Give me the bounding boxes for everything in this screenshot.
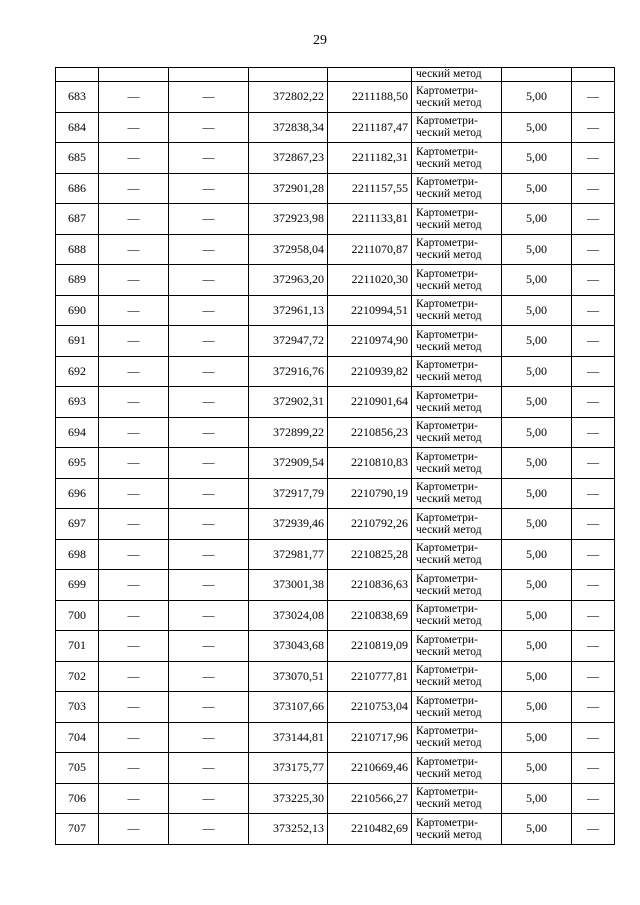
method-line-1: Картометри-: [416, 450, 478, 463]
cell-x-coordinate: 373225,30: [249, 783, 328, 814]
cell-point-number: 701: [56, 631, 99, 662]
cell-dash: —: [169, 631, 249, 662]
cell-method: [412, 631, 502, 662]
cell-accuracy: 5,00: [502, 509, 572, 540]
method-line-2: ческий метод: [416, 127, 482, 140]
cell-dash: —: [572, 631, 615, 662]
cell-x-coordinate: 372802,22: [249, 82, 328, 113]
table-row: [56, 112, 615, 143]
cell-dash: —: [99, 82, 169, 113]
cell-accuracy: 5,00: [502, 661, 572, 692]
table-row: [56, 173, 615, 204]
table-row: [56, 509, 615, 540]
cell-y-coordinate: 2211070,87: [328, 234, 412, 265]
cell-dash: —: [572, 326, 615, 357]
cell-dash: —: [169, 356, 249, 387]
cell-y-coordinate: 2211157,55: [328, 173, 412, 204]
cell-point-number: 691: [56, 326, 99, 357]
table-row: [56, 722, 615, 753]
table-body: [56, 68, 615, 845]
cell-method: [412, 539, 502, 570]
cell-accuracy: 5,00: [502, 173, 572, 204]
cell-y-coordinate: 2210838,69: [328, 600, 412, 631]
cell-point-number: 702: [56, 661, 99, 692]
cell-point-number: 689: [56, 265, 99, 296]
cell-x-coordinate: 373252,13: [249, 814, 328, 845]
cell-method: [412, 448, 502, 479]
cell-method: [412, 478, 502, 509]
cell-dash: —: [99, 692, 169, 723]
cell-dash: —: [99, 753, 169, 784]
cell-dash: —: [169, 570, 249, 601]
cell-dash: —: [572, 417, 615, 448]
table-row: [56, 570, 615, 601]
cell-method: [412, 326, 502, 357]
cell-dash: —: [169, 234, 249, 265]
cell-point-number: 690: [56, 295, 99, 326]
cell-point-number: 698: [56, 539, 99, 570]
method-line-1: Картометри-: [416, 603, 478, 616]
method-line-1: Картометри-: [416, 115, 478, 128]
cell-x-coordinate: 372867,23: [249, 143, 328, 174]
cell-accuracy: 5,00: [502, 814, 572, 845]
cell-method: [412, 570, 502, 601]
cell-method: [412, 234, 502, 265]
cell-y-coordinate: 2210753,04: [328, 692, 412, 723]
table-row: [56, 82, 615, 113]
method-line-2: ческий метод: [416, 401, 482, 414]
table-row: [56, 600, 615, 631]
method-line-1: Картометри-: [416, 328, 478, 341]
cell-method: [412, 204, 502, 235]
cell-method-continued: [412, 68, 502, 82]
cell-y-coordinate: 2210792,26: [328, 509, 412, 540]
table-row: [56, 448, 615, 479]
method-line-1: Картометри-: [416, 359, 478, 372]
table-row: [56, 326, 615, 357]
cell-point-number: 688: [56, 234, 99, 265]
cell-accuracy: 5,00: [502, 82, 572, 113]
cell-dash: —: [169, 82, 249, 113]
cell-dash: —: [169, 722, 249, 753]
cell-dash: —: [99, 295, 169, 326]
cell-dash: —: [169, 387, 249, 418]
method-line-2: ческий метод: [416, 188, 482, 201]
cell-method: [412, 295, 502, 326]
method-line-2: ческий метод: [416, 523, 482, 536]
cell-x-coordinate: 372923,98: [249, 204, 328, 235]
cell-y-coordinate: 2210939,82: [328, 356, 412, 387]
coordinates-table: [55, 67, 615, 845]
table-row: [56, 631, 615, 662]
cell-accuracy: 5,00: [502, 143, 572, 174]
cell-x-coordinate: 373175,77: [249, 753, 328, 784]
cell-x-coordinate: 372917,79: [249, 478, 328, 509]
cell-dash: —: [99, 112, 169, 143]
cell-dash: —: [99, 143, 169, 174]
cell-x-coordinate: 373070,51: [249, 661, 328, 692]
method-line-2: ческий метод: [416, 462, 482, 475]
method-line-1: Картометри-: [416, 755, 478, 768]
cell-dash: —: [572, 570, 615, 601]
cell-accuracy: 5,00: [502, 417, 572, 448]
table-row: [56, 143, 615, 174]
page-number: 29: [313, 33, 327, 48]
cell-dash: —: [572, 112, 615, 143]
cell-dash: —: [99, 509, 169, 540]
cell-dash: —: [169, 753, 249, 784]
method-line-2: ческий метод: [416, 584, 482, 597]
cell-x-coordinate: 372958,04: [249, 234, 328, 265]
cell-method: [412, 417, 502, 448]
method-line-1: Картометри-: [416, 694, 478, 707]
cell-dash: —: [99, 722, 169, 753]
cell-x-coordinate: 372947,72: [249, 326, 328, 357]
cell-y-coordinate: 2210669,46: [328, 753, 412, 784]
cell-accuracy: 5,00: [502, 631, 572, 662]
cell-dash: —: [572, 509, 615, 540]
cell-x-coordinate: 372963,20: [249, 265, 328, 296]
cell-dash: —: [169, 509, 249, 540]
cell-accuracy: 5,00: [502, 204, 572, 235]
table-row: [56, 539, 615, 570]
table-row: [56, 234, 615, 265]
cell-dash: —: [572, 173, 615, 204]
method-line-2: ческий метод: [416, 249, 482, 262]
cell-x-coordinate: 373144,81: [249, 722, 328, 753]
cell-dash: —: [169, 265, 249, 296]
cell-empty: [249, 68, 328, 82]
method-line-2: ческий метод: [416, 157, 482, 170]
method-line-2: ческий метод: [416, 554, 482, 567]
cell-point-number: 706: [56, 783, 99, 814]
table-row: [56, 417, 615, 448]
cell-dash: —: [169, 112, 249, 143]
table-row: [56, 295, 615, 326]
cell-point-number: 696: [56, 478, 99, 509]
cell-y-coordinate: 2211020,30: [328, 265, 412, 296]
cell-y-coordinate: 2211133,81: [328, 204, 412, 235]
method-line-2: ческий метод: [416, 767, 482, 780]
cell-dash: —: [99, 478, 169, 509]
cell-dash: —: [169, 204, 249, 235]
method-line-2: ческий метод: [416, 798, 482, 811]
method-line-2: ческий метод: [416, 310, 482, 323]
table-row-continued: [56, 68, 615, 82]
method-line-1: Картометри-: [416, 206, 478, 219]
cell-dash: —: [99, 356, 169, 387]
cell-dash: —: [572, 692, 615, 723]
cell-x-coordinate: 372981,77: [249, 539, 328, 570]
cell-method: [412, 600, 502, 631]
cell-y-coordinate: 2211187,47: [328, 112, 412, 143]
cell-dash: —: [99, 448, 169, 479]
cell-y-coordinate: 2211182,31: [328, 143, 412, 174]
cell-dash: —: [572, 356, 615, 387]
cell-method: [412, 173, 502, 204]
cell-method: [412, 265, 502, 296]
method-line-2: ческий метод: [416, 645, 482, 658]
cell-dash: —: [99, 539, 169, 570]
method-line-1: Картометри-: [416, 633, 478, 646]
cell-point-number: 694: [56, 417, 99, 448]
cell-dash: —: [572, 661, 615, 692]
cell-point-number: 704: [56, 722, 99, 753]
method-line-2: ческий метод: [416, 371, 482, 384]
cell-dash: —: [572, 478, 615, 509]
cell-dash: —: [572, 387, 615, 418]
cell-x-coordinate: 373024,08: [249, 600, 328, 631]
cell-method: [412, 509, 502, 540]
cell-dash: —: [572, 722, 615, 753]
cell-method: [412, 82, 502, 113]
cell-y-coordinate: 2210566,27: [328, 783, 412, 814]
cell-dash: —: [99, 570, 169, 601]
cell-accuracy: 5,00: [502, 783, 572, 814]
cell-method: [412, 143, 502, 174]
method-line-1: Картометри-: [416, 786, 478, 799]
cell-method: [412, 112, 502, 143]
method-line-1: Картометри-: [416, 816, 478, 829]
cell-method: [412, 661, 502, 692]
table-row: [56, 661, 615, 692]
method-line-2: ческий метод: [416, 493, 482, 506]
cell-dash: —: [169, 600, 249, 631]
cell-accuracy: 5,00: [502, 356, 572, 387]
cell-y-coordinate: 2210777,81: [328, 661, 412, 692]
cell-dash: —: [572, 234, 615, 265]
method-line-1: Картометри-: [416, 145, 478, 158]
cell-accuracy: 5,00: [502, 722, 572, 753]
method-line-1: Картометри-: [416, 572, 478, 585]
method-line-1: Картометри-: [416, 511, 478, 524]
cell-dash: —: [99, 600, 169, 631]
cell-method: [412, 387, 502, 418]
cell-dash: —: [99, 265, 169, 296]
cell-x-coordinate: 372961,13: [249, 295, 328, 326]
cell-dash: —: [169, 143, 249, 174]
cell-point-number: 692: [56, 356, 99, 387]
cell-method: [412, 722, 502, 753]
cell-method: [412, 814, 502, 845]
cell-accuracy: 5,00: [502, 753, 572, 784]
cell-dash: —: [169, 661, 249, 692]
method-line-2: ческий метод: [416, 706, 482, 719]
cell-accuracy: 5,00: [502, 600, 572, 631]
cell-dash: —: [99, 783, 169, 814]
cell-x-coordinate: 372838,34: [249, 112, 328, 143]
cell-dash: —: [99, 814, 169, 845]
cell-dash: —: [169, 783, 249, 814]
method-line-1: Картометри-: [416, 298, 478, 311]
cell-y-coordinate: 2210717,96: [328, 722, 412, 753]
cell-y-coordinate: 2210856,23: [328, 417, 412, 448]
table-row: [56, 783, 615, 814]
cell-y-coordinate: 2210836,63: [328, 570, 412, 601]
cell-accuracy: 5,00: [502, 387, 572, 418]
cell-y-coordinate: 2210482,69: [328, 814, 412, 845]
cell-dash: —: [572, 814, 615, 845]
cell-dash: —: [572, 295, 615, 326]
cell-accuracy: 5,00: [502, 265, 572, 296]
cell-dash: —: [572, 539, 615, 570]
cell-y-coordinate: 2211188,50: [328, 82, 412, 113]
cell-y-coordinate: 2210819,09: [328, 631, 412, 662]
cell-dash: —: [572, 783, 615, 814]
table-row: [56, 753, 615, 784]
method-line-1: Картометри-: [416, 237, 478, 250]
cell-dash: —: [99, 417, 169, 448]
cell-method: [412, 783, 502, 814]
cell-dash: —: [572, 143, 615, 174]
cell-method: [412, 356, 502, 387]
cell-dash: —: [99, 326, 169, 357]
cell-empty: [502, 68, 572, 82]
cell-accuracy: 5,00: [502, 539, 572, 570]
cell-point-number: 707: [56, 814, 99, 845]
cell-dash: —: [169, 478, 249, 509]
cell-dash: —: [99, 234, 169, 265]
cell-y-coordinate: 2210974,90: [328, 326, 412, 357]
method-line-1: Картометри-: [416, 725, 478, 738]
cell-x-coordinate: 372916,76: [249, 356, 328, 387]
cell-point-number: 687: [56, 204, 99, 235]
cell-dash: —: [572, 82, 615, 113]
cell-dash: —: [99, 204, 169, 235]
cell-point-number: 684: [56, 112, 99, 143]
cell-point-number: 686: [56, 173, 99, 204]
method-line-2: ческий метод: [416, 96, 482, 109]
table-row: [56, 692, 615, 723]
table-row: [56, 356, 615, 387]
cell-x-coordinate: 372899,22: [249, 417, 328, 448]
cell-x-coordinate: 373001,38: [249, 570, 328, 601]
cell-y-coordinate: 2210790,19: [328, 478, 412, 509]
cell-x-coordinate: 372939,46: [249, 509, 328, 540]
cell-dash: —: [169, 173, 249, 204]
cell-dash: —: [572, 265, 615, 296]
cell-accuracy: 5,00: [502, 448, 572, 479]
cell-y-coordinate: 2210810,83: [328, 448, 412, 479]
cell-method: [412, 753, 502, 784]
cell-accuracy: 5,00: [502, 234, 572, 265]
table-row: [56, 478, 615, 509]
cell-point-number: 685: [56, 143, 99, 174]
cell-x-coordinate: 373043,68: [249, 631, 328, 662]
cell-accuracy: 5,00: [502, 326, 572, 357]
cell-method: [412, 692, 502, 723]
cell-dash: —: [572, 600, 615, 631]
cell-point-number: 705: [56, 753, 99, 784]
cell-point-number: 695: [56, 448, 99, 479]
cell-dash: —: [169, 417, 249, 448]
table-row: [56, 265, 615, 296]
cell-dash: —: [572, 204, 615, 235]
method-line-2: ческий метод: [416, 279, 482, 292]
method-continued-text: ческий метод: [416, 68, 482, 80]
method-line-2: ческий метод: [416, 615, 482, 628]
cell-accuracy: 5,00: [502, 692, 572, 723]
method-line-2: ческий метод: [416, 340, 482, 353]
cell-dash: —: [169, 692, 249, 723]
cell-point-number: 697: [56, 509, 99, 540]
method-line-1: Картометри-: [416, 664, 478, 677]
cell-dash: —: [169, 448, 249, 479]
cell-x-coordinate: 372909,54: [249, 448, 328, 479]
cell-empty: [56, 68, 99, 82]
method-line-2: ческий метод: [416, 828, 482, 841]
cell-point-number: 683: [56, 82, 99, 113]
cell-x-coordinate: 372902,31: [249, 387, 328, 418]
method-line-2: ческий метод: [416, 218, 482, 231]
cell-y-coordinate: 2210994,51: [328, 295, 412, 326]
cell-x-coordinate: 373107,66: [249, 692, 328, 723]
method-line-1: Картометри-: [416, 176, 478, 189]
cell-dash: —: [169, 326, 249, 357]
cell-point-number: 700: [56, 600, 99, 631]
method-line-1: Картометри-: [416, 542, 478, 555]
cell-dash: —: [99, 173, 169, 204]
cell-dash: —: [99, 387, 169, 418]
method-line-1: Картометри-: [416, 389, 478, 402]
cell-y-coordinate: 2210901,64: [328, 387, 412, 418]
method-line-1: Картометри-: [416, 84, 478, 97]
method-line-2: ческий метод: [416, 737, 482, 750]
cell-empty: [169, 68, 249, 82]
cell-dash: —: [169, 295, 249, 326]
cell-point-number: 693: [56, 387, 99, 418]
cell-dash: —: [169, 539, 249, 570]
cell-accuracy: 5,00: [502, 112, 572, 143]
method-line-2: ческий метод: [416, 676, 482, 689]
method-line-1: Картометри-: [416, 481, 478, 494]
cell-dash: —: [169, 814, 249, 845]
table-row: [56, 814, 615, 845]
cell-accuracy: 5,00: [502, 478, 572, 509]
method-line-1: Картометри-: [416, 267, 478, 280]
method-line-1: Картометри-: [416, 420, 478, 433]
table-row: [56, 204, 615, 235]
cell-empty: [99, 68, 169, 82]
cell-x-coordinate: 372901,28: [249, 173, 328, 204]
table-row: [56, 387, 615, 418]
cell-point-number: 703: [56, 692, 99, 723]
cell-empty: [572, 68, 615, 82]
cell-point-number: 699: [56, 570, 99, 601]
cell-accuracy: 5,00: [502, 570, 572, 601]
cell-dash: —: [572, 448, 615, 479]
cell-accuracy: 5,00: [502, 295, 572, 326]
cell-dash: —: [99, 631, 169, 662]
cell-dash: —: [99, 661, 169, 692]
cell-dash: —: [572, 753, 615, 784]
cell-y-coordinate: 2210825,28: [328, 539, 412, 570]
cell-empty: [328, 68, 412, 82]
method-line-2: ческий метод: [416, 432, 482, 445]
